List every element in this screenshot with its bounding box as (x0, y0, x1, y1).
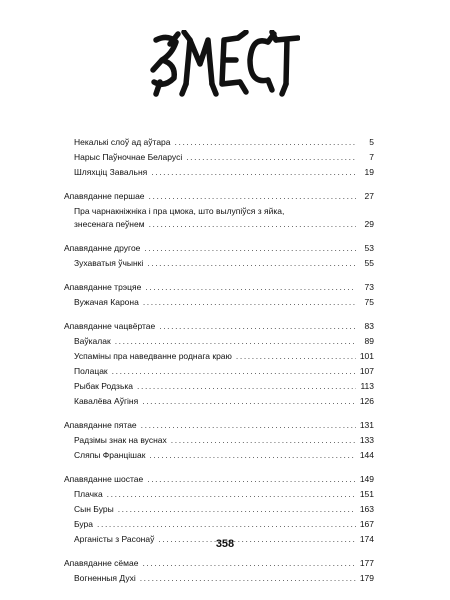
toc-section-title: Апавяданне першае (64, 191, 145, 201)
dot-leader (186, 150, 356, 165)
toc-entry-title: Плачка (74, 489, 103, 499)
toc-entry[interactable] (64, 295, 374, 310)
toc-section[interactable] (64, 319, 374, 334)
toc-entry[interactable] (64, 165, 374, 180)
toc-entry-page: 151 (359, 489, 374, 499)
toc-entry[interactable] (64, 394, 374, 409)
page-title (0, 30, 450, 100)
dot-leader (147, 472, 356, 487)
toc-entry[interactable] (64, 204, 374, 217)
toc-entry[interactable] (64, 334, 374, 349)
dot-leader (142, 394, 356, 409)
toc-entry-page: 126 (359, 396, 374, 406)
toc-section[interactable] (64, 241, 374, 256)
toc-section[interactable] (64, 189, 374, 204)
toc-entry-title: Сляпы Францішак (74, 450, 146, 460)
toc-entry-page: 5 (369, 137, 374, 147)
toc-entry[interactable] (64, 256, 374, 271)
dot-leader (107, 487, 356, 502)
toc-section-title: Апавяданне пятае (64, 420, 137, 430)
toc-entry-title: Зухаватыя ўчынкі (74, 258, 144, 268)
toc-section-title: Апавяданне другое (64, 243, 141, 253)
toc-entry[interactable] (64, 487, 374, 502)
toc-section-page: 73 (364, 282, 374, 292)
toc-entry-page: 101 (359, 351, 374, 361)
dot-leader (112, 364, 356, 379)
toc-entry-title: знесенага пеўнем (74, 219, 145, 229)
toc-section-page: 177 (359, 558, 374, 568)
dot-leader (171, 433, 356, 448)
dot-leader (175, 135, 356, 150)
dot-leader (140, 571, 356, 586)
toc-section-page: 131 (359, 420, 374, 430)
table-of-contents (64, 135, 374, 586)
toc-entry-title: Успаміны пра наведванне роднага краю (74, 351, 232, 361)
toc-entry-page: 75 (364, 297, 374, 307)
toc-entry-page: 144 (359, 450, 374, 460)
dot-leader (236, 349, 356, 364)
dot-leader (143, 295, 356, 310)
dot-leader (159, 319, 356, 334)
toc-entry[interactable] (64, 433, 374, 448)
toc-section-title: Апавяданне чацвёртае (64, 321, 156, 331)
dot-leader (151, 165, 356, 180)
toc-section-title: Апавяданне сёмае (64, 558, 139, 568)
toc-entry[interactable] (64, 135, 374, 150)
toc-entry-page: 7 (369, 152, 374, 162)
dot-leader (144, 241, 356, 256)
dot-leader (145, 280, 356, 295)
toc-entry-page: 55 (364, 258, 374, 268)
toc-entry-title: Нарыс Паўночнае Беларусі (74, 152, 183, 162)
dot-leader (149, 189, 356, 204)
toc-section-title: Апавяданне трэцяе (64, 282, 142, 292)
toc-entry-title: Бура (74, 519, 94, 529)
toc-section-page: 27 (364, 191, 374, 201)
toc-entry[interactable] (64, 448, 374, 463)
dot-leader (149, 448, 355, 463)
toc-entry-page: 107 (359, 366, 374, 376)
toc-entry-title: Некалькі слоў ад аўтара (74, 137, 171, 147)
toc-entry[interactable] (64, 217, 374, 232)
toc-entry-title: Полацак (74, 366, 108, 376)
toc-entry-page: 113 (360, 381, 374, 391)
dot-leader (142, 556, 355, 571)
toc-entry-title: Кавалёва Аўгіня (74, 396, 139, 406)
toc-entry-page: 89 (364, 336, 374, 346)
toc-entry-title: Арганісты з Расонаў (74, 534, 155, 544)
toc-entry-page: 167 (359, 519, 374, 529)
toc-entry-page: 133 (359, 435, 374, 445)
toc-entry-page: 174 (359, 534, 374, 544)
toc-entry-page: 179 (359, 573, 374, 583)
toc-section[interactable] (64, 418, 374, 433)
toc-entry-title: Рыбак Родзька (74, 381, 134, 391)
toc-entry-page: 29 (364, 219, 374, 229)
dot-leader (137, 379, 356, 394)
toc-entry-title: Радзімы знак на вуснах (74, 435, 167, 445)
toc-section-page: 83 (364, 321, 374, 331)
toc-entry-page: 19 (364, 167, 374, 177)
toc-entry-title: Вогненныя Духі (74, 573, 136, 583)
dot-leader (118, 502, 356, 517)
toc-entry-page: 163 (359, 504, 374, 514)
toc-entry-title: Пра чарнакніжніка і пра цмока, што вылупіўся з яйка, (74, 206, 285, 216)
dot-leader (97, 517, 356, 532)
toc-entry[interactable] (64, 349, 374, 364)
toc-entry[interactable] (64, 150, 374, 165)
toc-entry[interactable] (64, 379, 374, 394)
dot-leader (147, 256, 356, 271)
toc-entry[interactable] (64, 364, 374, 379)
toc-entry[interactable] (64, 571, 374, 586)
toc-section[interactable] (64, 472, 374, 487)
toc-section[interactable] (64, 556, 374, 571)
dot-leader (115, 334, 356, 349)
toc-section-page: 53 (364, 243, 374, 253)
toc-entry-title: Вужачая Карона (74, 297, 139, 307)
toc-section-title: Апавяданне шостае (64, 474, 144, 484)
toc-section-page: 149 (359, 474, 374, 484)
toc-entry-title: Ваўкалак (74, 336, 111, 346)
toc-entry[interactable] (64, 517, 374, 532)
toc-entry[interactable] (64, 502, 374, 517)
title-lettering (150, 30, 300, 100)
toc-entry-title: Шляхціц Завальня (74, 167, 148, 177)
dot-leader (141, 418, 356, 433)
page-number: 358 (215, 538, 235, 550)
toc-entry-title: Сын Буры (74, 504, 114, 514)
toc-section[interactable] (64, 280, 374, 295)
dot-leader (149, 217, 356, 232)
